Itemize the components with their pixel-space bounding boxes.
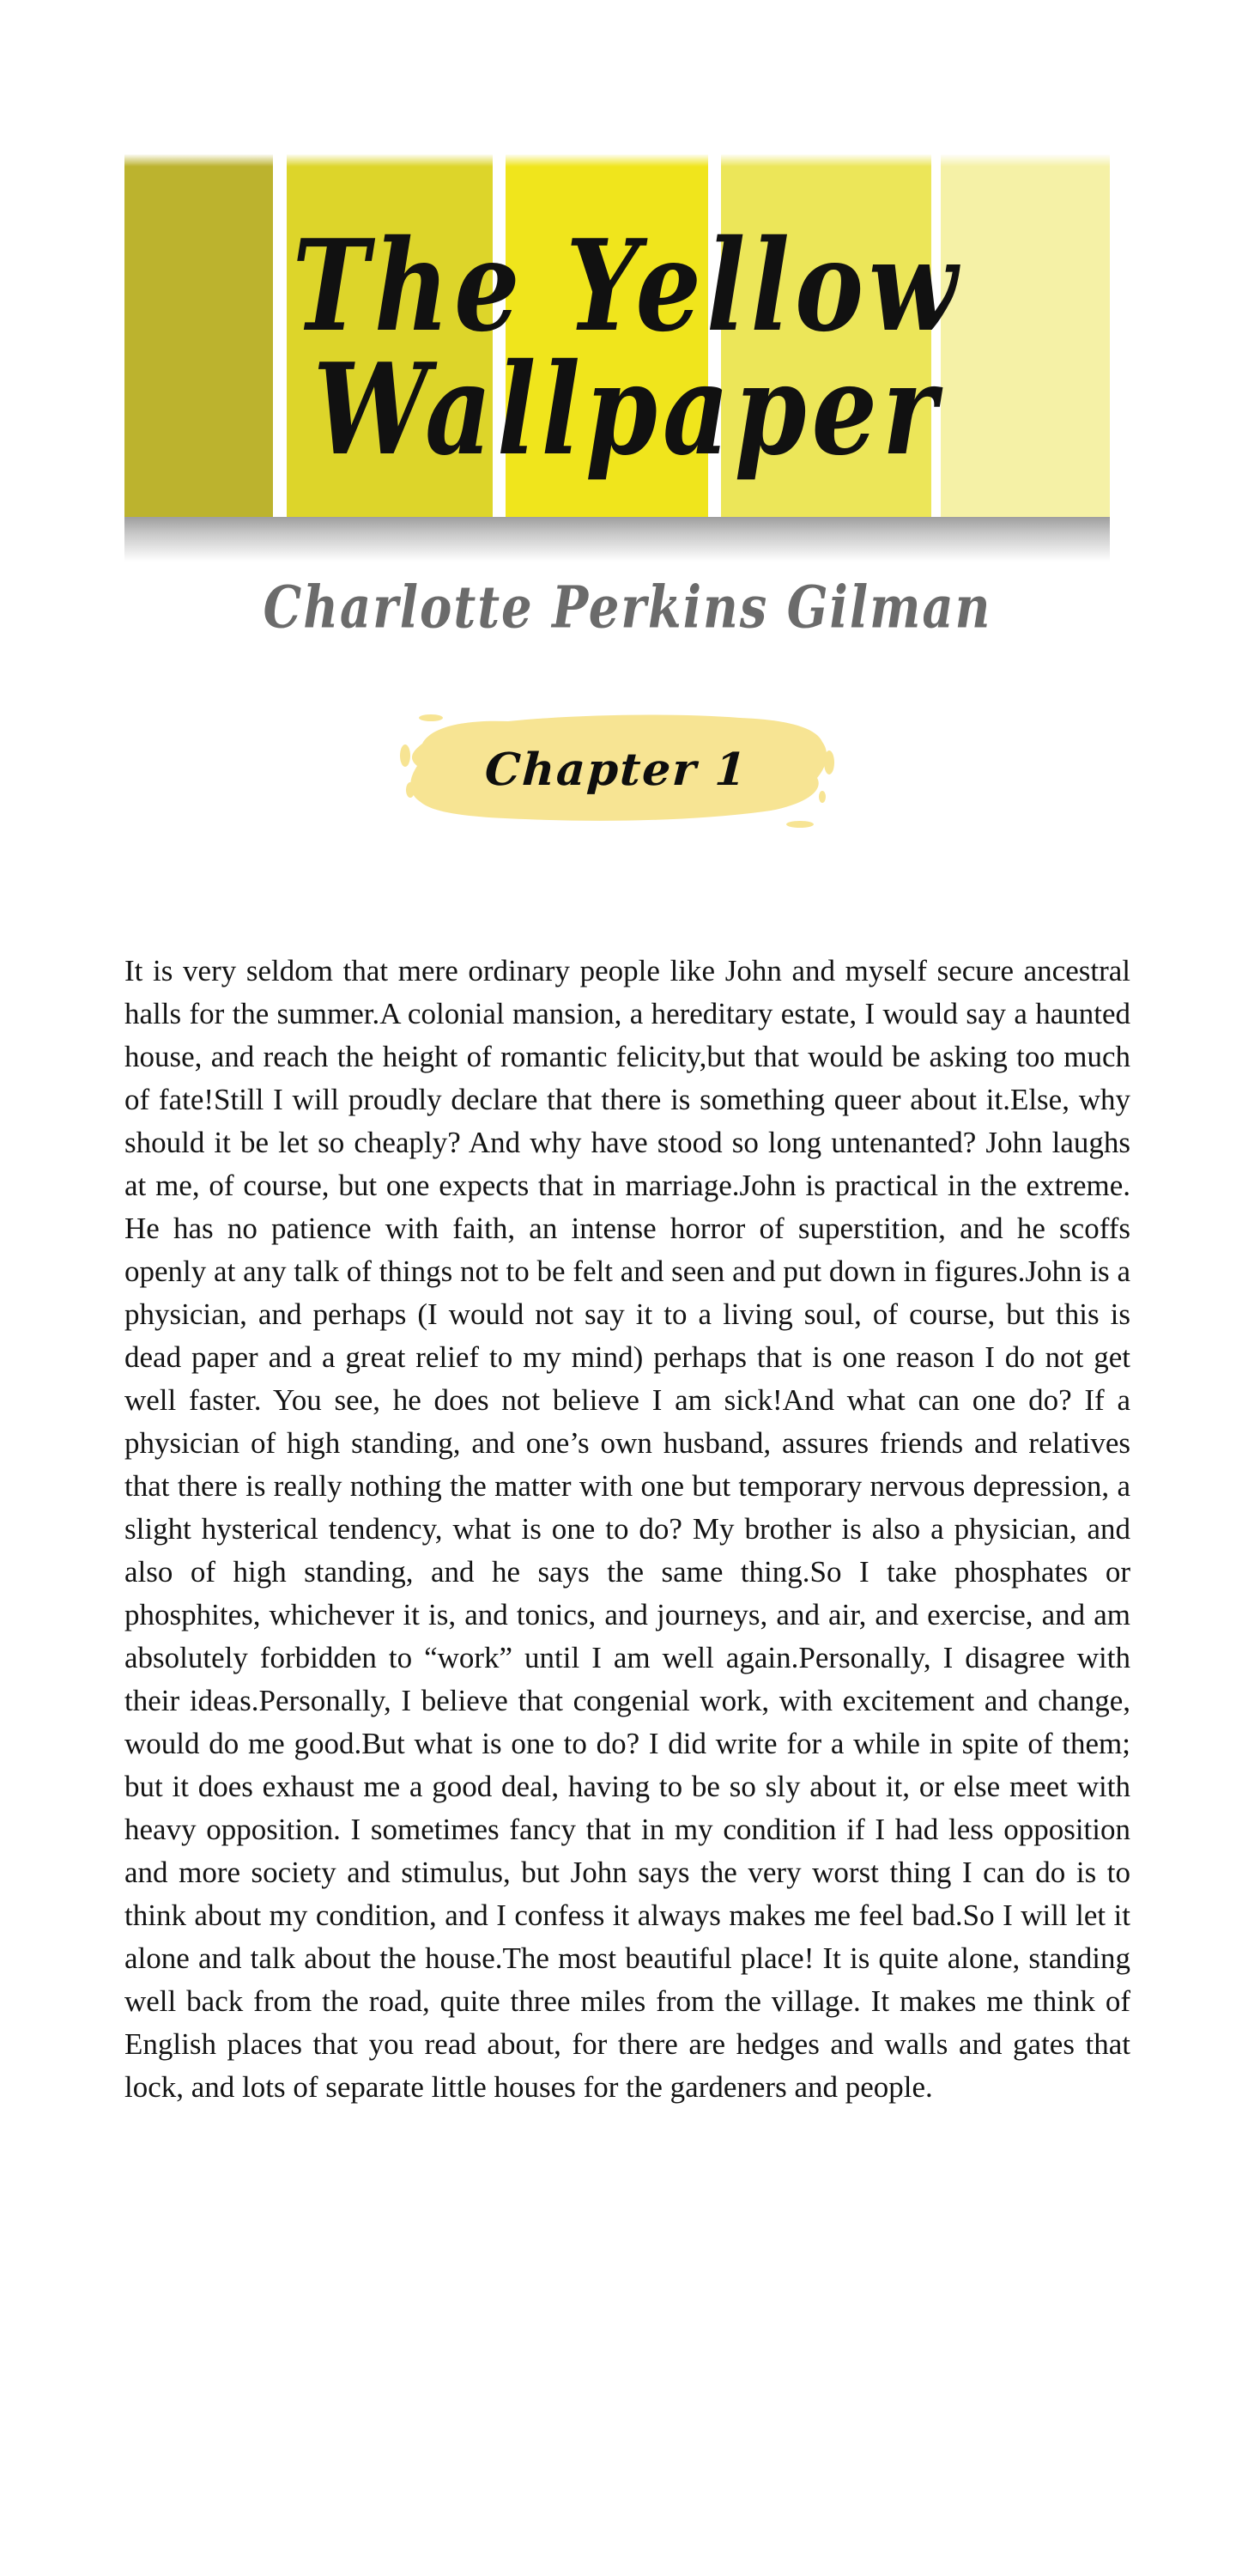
book-title bbox=[124, 212, 1130, 484]
book-title-line-1: The Yellow bbox=[292, 212, 963, 361]
chapter-badge bbox=[397, 708, 836, 836]
title-banner bbox=[0, 0, 1236, 601]
author-name: Charlotte Perkins Gilman bbox=[263, 574, 992, 642]
banner-drop-shadow bbox=[124, 517, 1110, 562]
book-title-line-2: Wallpaper bbox=[312, 336, 942, 484]
chapter-heading: Chapter 1 bbox=[483, 744, 749, 796]
story-paragraph: It is very seldom that mere ordinary people like John and myself secure ancestral halls for the summer.A colonial mansion, a hereditary estate, I would say a haunted house, and reach the height of romantic felicity,but that would be asking too much of fate!Still I will proudly declare that there is something queer about it.Else, why should it be let so cheaply? And why have stood so long untenanted? John laughs at me, of course, but one expects that in marriage.John is practical in the extreme. He has no patience with faith, an intense horror of superstition, and he scoffs openly at any talk of things not to be felt and seen and put down in figures.John is a physician, and perhaps (I would not say it to a living soul, of course, but this is dead paper and a great relief to my mind) perhaps that is one reason I do not get well faster. You see, he does not believe I am sick!And what can one do? If a physician of high standing, and one’s own husband, assures friends and relatives that there is really nothing the matter with one but temporary nervous depression, a slight hysterical tendency, what is one to do? My brother is also a physician, and also of high standing, and he says the same thing.So I take phosphates or phosphites, whichever it is, and tonics, and journeys, and air, and exercise, and am absolutely forbidden to “work” until I am well again.Personally, I disagree with their ideas.Personally, I believe that congenial work, with excitement and change, would do me good.But what is one to do? I did write for a while in spite of them; but it does exhaust me a good deal, having to be so sly about it, or else meet with heavy opposition. I sometimes fancy that in my condition if I had less opposition and more society and stimulus, but John says the very worst thing I can do is to think about my condition, and I confess it always makes me feel bad.So I will let it alone and talk about the house.The most beautiful place! It is quite alone, standing well back from the road, quite three miles from the village. It makes me think of English places that you read about, for there are hedges and walls and gates that lock, and lots of separate little houses for the gardeners and people. bbox=[124, 954, 1130, 2104]
